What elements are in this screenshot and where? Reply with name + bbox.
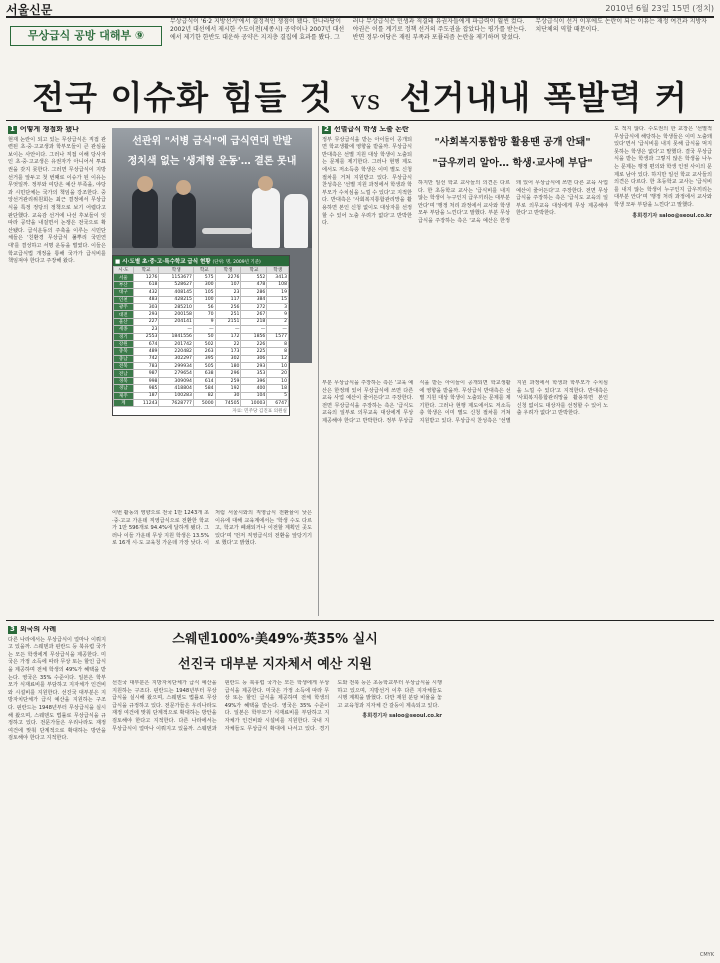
photo-headline-2: 정치색 없는 '생계형 운동'… 결론 못내	[127, 156, 297, 167]
table-cell: 227	[133, 318, 159, 325]
table-cell: —	[241, 326, 267, 333]
article-column-5	[8, 626, 106, 946]
table-cell: 783	[133, 363, 159, 370]
region-cell: 계	[114, 400, 134, 407]
table-cell: 674	[133, 340, 159, 347]
table-cell: 10	[267, 377, 289, 384]
table-cell: 8	[267, 340, 289, 347]
table-cell: 187	[133, 392, 159, 399]
table-cell: 483	[133, 296, 159, 303]
article-column-1b	[112, 510, 312, 616]
table-cell: 172	[215, 333, 241, 340]
table-cell: 395	[193, 355, 215, 362]
series-label: 무상급식 공방 대해부 ⑨	[10, 26, 162, 46]
table-cell: 117	[215, 296, 241, 303]
region-cell: 인천	[114, 296, 134, 303]
table-cell: 638	[193, 370, 215, 377]
photo-headline-1: 선관위 "서병 금식"에 급식연대 반발	[132, 136, 292, 147]
table-cell: 6747	[267, 400, 289, 407]
newspaper-name: 서울신문	[6, 3, 53, 17]
table-cell: 478	[241, 281, 267, 288]
region-cell: 대구	[114, 289, 134, 296]
table-header-cell: 학교	[241, 267, 267, 274]
body-text: 도 적지 않다. 수도권의 한 교장은 '선별적 무상급식에 해당하는 학생들은 이미 노출돼 있다'면서 '급식비를 내지 못해 급식을 먹지 못하는 학생은 없다'고 말했다. 결국 무상급식을 받는 학생과 그렇지 않은 학생을 나누는 문제는 행정 편의와 학생 인권 사이의 문제로 남아 있다.	[614, 126, 712, 178]
headline-right: 선거내내 폭발력 커	[399, 78, 688, 117]
table-cell: 201742	[159, 340, 193, 347]
table-cell: 10003	[241, 400, 267, 407]
pull-quote-line1: "사회복지통합망 활용땐 공개 안돼"	[434, 137, 591, 148]
table-cell: 7628777	[159, 400, 193, 407]
table-cell: 5000	[193, 400, 215, 407]
region-cell: 경북	[114, 377, 134, 384]
table-cell: 300	[193, 281, 215, 288]
table-cell: 23	[133, 326, 159, 333]
section-title: 외국의 사례	[19, 626, 57, 633]
section-heading-2	[322, 126, 412, 134]
body-text: 국내 지자체들도 무상급식 확대에 나서고 있다. 경기도와 전북 등은 초등학교부터 무상급식을 시행하고 있으며, 지방선거 이후 다른 지자체들도 시행 계획을 밝혔다. 다만 재원 분담 비율을 놓고 교육청과 지자체 간 갈등이 계속되고 있다.	[224, 680, 442, 732]
table-cell: 302	[215, 355, 241, 362]
table-cell: 104	[241, 392, 267, 399]
region-cell: 대전	[114, 311, 134, 318]
table-header-cell: 학교	[193, 267, 215, 274]
byline: 홍희경기자 saloo@seoul.co.kr	[362, 713, 442, 720]
table-row	[114, 281, 289, 288]
table-header-cell: 시·도	[114, 267, 134, 274]
table-cell: 251	[215, 311, 241, 318]
section-title: 어떻게 쟁점화 됐나	[19, 126, 79, 133]
table-cell: 220482	[159, 348, 193, 355]
body-text: 정부 무상급식을 받는 아이들이 공개되면 학교생활에 영향을 받을까. 무상급식 반대측은 선별 지원 대상 학생이 노출되는 문제를 제기한다. 그러나 현행 제도에서도 저소득층 학생은 이미 별도 신청 절차를 거쳐 지원받고 있다. 무상급식 찬성측은 '선별 지원 과정에서 학생과 학부모가 수치심을 느낄 수 있다'고 지적한다. 반대측은 '사회복지통합관리망을 활용하면 본인 신청 없이도 대상자를 선정할 수 있어 노출 우려가 없다'고 반박한다.	[386, 380, 608, 424]
section-heading-1	[8, 126, 106, 134]
table-cell: 1841556	[159, 333, 193, 340]
table-cell: 100283	[159, 392, 193, 399]
table-cell: 226	[241, 340, 267, 347]
table-row	[114, 348, 289, 355]
article-column-2b	[418, 180, 608, 376]
table-cell: 10	[267, 363, 289, 370]
headline-left: 전국 이슈화 힘들 것	[32, 78, 333, 117]
table-cell: 428215	[159, 296, 193, 303]
headline-vs: vs	[351, 86, 382, 116]
table-cell: 742	[133, 355, 159, 362]
table-header-cell: 학생	[267, 267, 289, 274]
table-cell: 987	[133, 370, 159, 377]
table-cell: 3	[267, 303, 289, 310]
region-cell: 제주	[114, 392, 134, 399]
article-column-2	[322, 126, 412, 366]
pull-quote-line2: "급우끼리 알아… 학생·교사에 부담"	[432, 158, 593, 169]
table-cell: 552	[241, 274, 267, 281]
masthead	[6, 2, 714, 18]
region-cell: 경남	[114, 385, 134, 392]
table-row	[114, 355, 289, 362]
table-cell: 279654	[159, 370, 193, 377]
section-heading-3	[8, 626, 106, 634]
table-row	[114, 400, 289, 407]
table-cell: 505	[193, 363, 215, 370]
table-cell: 418804	[159, 385, 193, 392]
table-row	[114, 296, 289, 303]
table-cell: 74505	[215, 400, 241, 407]
table-cell: 309094	[159, 377, 193, 384]
table-cell: 259	[215, 377, 241, 384]
table-cell: 528627	[159, 281, 193, 288]
table-row	[114, 363, 289, 370]
table-row	[114, 326, 289, 333]
table-cell: 11243	[133, 400, 159, 407]
table-cell: 1276	[133, 274, 159, 281]
table-cell: 575	[193, 274, 215, 281]
section-number: 3	[10, 626, 15, 633]
table-cell: 12	[267, 355, 289, 362]
table-body	[113, 266, 289, 407]
section-title: 선별급식 학생 노출 논란	[333, 126, 409, 133]
table-cell: 432	[133, 289, 159, 296]
table-cell: 396	[241, 377, 267, 384]
region-cell: 서울	[114, 274, 134, 281]
section-number: 2	[324, 126, 329, 133]
table-header-cell: 학교	[133, 267, 159, 274]
table-cell: 50	[193, 333, 215, 340]
table-cell: 225	[241, 348, 267, 355]
table-cell: 108	[267, 281, 289, 288]
section-number: 1	[10, 126, 15, 133]
region-cell: 강원	[114, 340, 134, 347]
table-cell: 384	[241, 296, 267, 303]
table-cell: 296	[215, 370, 241, 377]
body-text: 부분 무상급식을 주장하는 측은 '교육 예산은 한정돼 있어 무상급식에 쓰면 다른 교육 사업 예산이 줄어든다'고 주장한다. 전면 무상급식을 주장하는 측은 '급식도 교육의 일부로 의무교육 대상에게 무상 제공해야 한다'고 반박한다.	[418, 180, 608, 224]
issue-date: 2010년 6월 23일 15면 (정치)	[605, 4, 714, 13]
top-divider	[6, 120, 714, 121]
table-cell: 263	[193, 348, 215, 355]
table-cell: 2151	[215, 318, 241, 325]
table-cell: —	[193, 326, 215, 333]
region-cell: 광주	[114, 303, 134, 310]
table-cell: 286	[241, 289, 267, 296]
table-cell: 18	[267, 385, 289, 392]
body-text: 하지만 일선 학교 교사들의 의견은 다르다. 한 초등학교 교사는 '급식비를 내지 않는 학생이 누구인지 급우끼리는 대부분 안다'며 '행정 처리 과정에서 교사와 학생 모두 부담을 느낀다'고 말했다.	[418, 180, 510, 217]
table-cell: 299934	[159, 363, 193, 370]
table-cell: 23	[215, 289, 241, 296]
body-text: 정부 무상급식을 받는 아이들이 공개되면 학교생활에 영향을 받을까. 무상급식 반대측은 선별 지원 대상 학생이 노출되는 문제를 제기한다. 그러나 현행 제도에서도 저소득층 학생은 이미 별도 신청 절차를 거쳐 지원받고 있다. 무상급식 찬성측은 '선별 지원 과정에서 학생과 학부모가 수치심을 느낄 수 있다'고 지적한다. 반대측은 '사회복지통합관리망을 활용하면 본인 신청 없이도 대상자를 선정할 수 있어 노출 우려가 없다'고 반박한다.	[322, 136, 412, 227]
table-source: 자료: 민주당 김진표 의원실	[232, 409, 287, 415]
table-cell: —	[215, 326, 241, 333]
table-cell: 256	[215, 303, 241, 310]
table-cell: 20	[267, 370, 289, 377]
table-cell: 408145	[159, 289, 193, 296]
bottom-headline	[110, 628, 440, 672]
article-column-3	[322, 380, 608, 616]
table-cell: 293	[241, 363, 267, 370]
table-row	[114, 274, 289, 281]
table-row	[114, 333, 289, 340]
table-cell: 272	[241, 303, 267, 310]
table-cell: 302297	[159, 355, 193, 362]
bottom-headline-line1: 스웨덴100%·美49%·英35% 실시	[172, 632, 378, 647]
table-cell: 614	[193, 377, 215, 384]
body-text: 선진국 대부분은 지방자치단체가 급식 예산을 지원하는 구조다. 핀란드는 1948년부터 무상급식을 실시해 왔으며, 스웨덴도 법률로 무상급식을 규정하고 있다. 전문가들은 우리나라도 재정 여건에 맞춰 단계적으로 확대하는 방안을 검토해야 한다고 지적한다.	[8, 689, 106, 742]
table-row	[114, 289, 289, 296]
table-cell: 303	[133, 303, 159, 310]
table-cell: 30	[215, 392, 241, 399]
table-row	[114, 311, 289, 318]
body-text: 다른 나라에서는 무상급식이 얼마나 이뤄지고 있을까. 스웨덴과 핀란드 등 북유럽 국가는 모든 학생에게 무상급식을 제공한다. 미국은 가정 소득에 따라 무상 또는 할인 급식을 제공하며 전체 학생의 49%가 혜택을 받는다. 영국은 35% 수준이다. 일본은 학부모가 식재료비를 부담하고 지자체가 인건비와 시설비를 지원한다.	[112, 680, 330, 732]
table-cell: 56	[193, 303, 215, 310]
table-cell: 2553	[133, 333, 159, 340]
table-cell: 192	[215, 385, 241, 392]
table-cell: 3413	[267, 274, 289, 281]
table-cell: 618	[133, 281, 159, 288]
table-cell: 293	[133, 311, 159, 318]
byline: 홍희경기자 saloo@seoul.co.kr	[632, 212, 712, 219]
table-row	[114, 318, 289, 325]
table-cell: —	[159, 326, 193, 333]
body-text: 이번 활동의 영향으로 전국 1만 1243개 초·중·고교 가운데 직영급식으로 전환한 학교가 1만 596개로 94.4%에 달하게 됐다. 그러나 이들 가운데 무상 지원 학생은 13.5%로 16개 시·도 교육청 가운데 가장 낮다. 이처럼 서울시와의 직영급식 전환율이 낮은 이유에 대해 교육계에서는 '학생 수도 다르고, 학교가 폐쇄되거나 이전할 계획인 곳도 있다'며 '먼저 직영급식의 전환을 앞당기기로 했다'고 밝혔다.	[112, 510, 312, 547]
table-cell: 200158	[159, 311, 193, 318]
body-text: 부분 무상급식을 주장하는 측은 '교육 예산은 한정돼 있어 무상급식에 쓰면 다른 교육 사업 예산이 줄어든다'고 주장한다. 전면 무상급식을 주장하는 측은 '급식도 교육의 일부로 의무교육 대상에게 무상 제공해야 한다'고 반박한다.	[322, 380, 414, 424]
table-cell: 70	[193, 311, 215, 318]
article-column-1	[8, 126, 106, 616]
table-cell: 9	[193, 318, 215, 325]
region-cell: 울산	[114, 318, 134, 325]
table-title: ■ 시·도별 초·중·고·특수학교 급식 현황 (단위: 명, 2009년 기준)	[113, 256, 289, 266]
table-cell: 180	[215, 363, 241, 370]
bottom-headline-line2: 선진국 대부분 지자체서 예산 지원	[178, 657, 372, 672]
table-row	[114, 392, 289, 399]
table-cell: 22	[215, 340, 241, 347]
table-cell: 998	[133, 377, 159, 384]
table-cell: 985	[133, 385, 159, 392]
table-row	[114, 303, 289, 310]
table-cell: 105	[193, 289, 215, 296]
table-cell: 82	[193, 392, 215, 399]
table-row	[114, 377, 289, 384]
table-cell: 218	[241, 318, 267, 325]
body-text: 현재 논란이 되고 있는 무상급식은 직접 관련된 초·중·고교생과 학부모들이 큰 관심을 보이는 사안이다. 그러나 직접 이해 당사자인 초·중·고교생은 유권자가 아니어서 투표권을 갖지 못한다. 그러면 무상급식이 지방선거를 앞두고 첫 번째로 이슈가 된 이유는 무엇일까. 정부와 여당은 예산 부족을, 야당과 시민단체는 국가의 책임을 강조한다. 중앙선거관리위원회는 최근 결정에서 무상급식을 특정 정당의 정책으로 보기 어렵다고 판단했다. 교육감 선거에 나선 후보들이 잇따라 공약을 내걸면서 논쟁은 전국으로 확산됐다. 급식운동의 주축을 이루는 시민단체들은 '친환경 무상급식 풀뿌리 국민연대'를 결성하고 서명 운동을 벌였다. 이들은 학교급식법 개정을 통해 국가가 급식비를 책임져야 한다고 주장해 왔다.	[8, 136, 106, 265]
table-cell: 1577	[267, 333, 289, 340]
table-cell: 1856	[241, 333, 267, 340]
table-cell: 5	[267, 392, 289, 399]
mid-divider	[6, 620, 714, 621]
table-cell: 204141	[159, 318, 193, 325]
table-cell: —	[267, 326, 289, 333]
table-cell: 2	[267, 318, 289, 325]
region-cell: 부산	[114, 281, 134, 288]
table-cell: 1153677	[159, 274, 193, 281]
region-cell: 전남	[114, 370, 134, 377]
region-cell: 전북	[114, 363, 134, 370]
table-cell: 584	[193, 385, 215, 392]
table-cell: 353	[241, 370, 267, 377]
table-cell: 9	[267, 311, 289, 318]
table-cell: 19	[267, 289, 289, 296]
region-cell: 세종	[114, 326, 134, 333]
table-cell: 107	[215, 281, 241, 288]
article-column-6	[112, 680, 442, 946]
table-row	[114, 370, 289, 377]
table-cell: 8	[267, 348, 289, 355]
region-cell: 경기	[114, 333, 134, 340]
body-text: 하지만 일선 학교 교사들의 의견은 다르다. 한 초등학교 교사는 '급식비를 내지 않는 학생이 누구인지 급우끼리는 대부분 안다'며 '행정 처리 과정에서 교사와 학생 모두 부담을 느낀다'고 말했다.	[614, 171, 712, 208]
main-headline	[0, 72, 720, 119]
table-row	[114, 340, 289, 347]
table-cell: 15	[267, 296, 289, 303]
table-cell: 267	[241, 311, 267, 318]
table-cell: 489	[133, 348, 159, 355]
table-cell: 2276	[215, 274, 241, 281]
lede-paragraph: 무상급식이 '6·2 지방선거'에서 결정적인 쟁점이 됐다. 한나라당이 2002년 대선에서 제시한 수도이전(세종시) 공약이나 2007년 대선에서 제기한 한반도 대운하 공약은 지지층 결집에 효과를 봤다. 그러나 무상급식은 민생과 직결돼 유권자들에게 파급력이 훨씬 컸다. 야권은 이를 계기로 정책 선거의 주도권을 잡았다는 평가를 받는다. 반면 정부·여당은 재원 부족과 포퓰리즘 논란을 제기하며 맞섰다. 무상급식이 선거 이후에도 논란이 되는 이유는 재정 여건과 지방자치단체의 역할 때문이다.	[170, 18, 708, 41]
body-text: 다른 나라에서는 무상급식이 얼마나 이뤄지고 있을까. 스웨덴과 핀란드 등 북유럽 국가는 모든 학생에게 무상급식을 제공한다. 미국은 가정 소득에 따라 무상 또는 할인 급식을 제공하며 전체 학생의 49%가 혜택을 받는다. 영국은 35% 수준이다. 일본은 학부모가 식재료비를 부담하고 지자체가 인건비와 시설비를 지원한다.	[8, 636, 106, 696]
table-cell: 400	[241, 385, 267, 392]
table-cell: 100	[193, 296, 215, 303]
table-cell: 502	[193, 340, 215, 347]
print-marks: CMYK	[699, 952, 714, 958]
column-divider	[318, 126, 319, 616]
table-header-cell: 학생	[159, 267, 193, 274]
table-cell: 173	[215, 348, 241, 355]
pull-quote	[420, 133, 605, 175]
article-column-4	[614, 126, 712, 616]
table-cell: 285210	[159, 303, 193, 310]
body-text: 선진국 대부분은 지방자치단체가 급식 예산을 지원하는 구조다. 핀란드는 1948년부터 무상급식을 실시해 왔으며, 스웨덴도 법률로 무상급식을 규정하고 있다. 전문가들은 우리나라도 재정 여건에 맞춰 단계적으로 확대하는 방안을 검토해야 한다고 지적한다.	[112, 680, 217, 724]
region-cell: 충남	[114, 355, 134, 362]
table-row	[114, 385, 289, 392]
region-cell: 충북	[114, 348, 134, 355]
lunch-status-table	[112, 255, 290, 416]
table-cell: 306	[241, 355, 267, 362]
table-header-cell: 학생	[215, 267, 241, 274]
